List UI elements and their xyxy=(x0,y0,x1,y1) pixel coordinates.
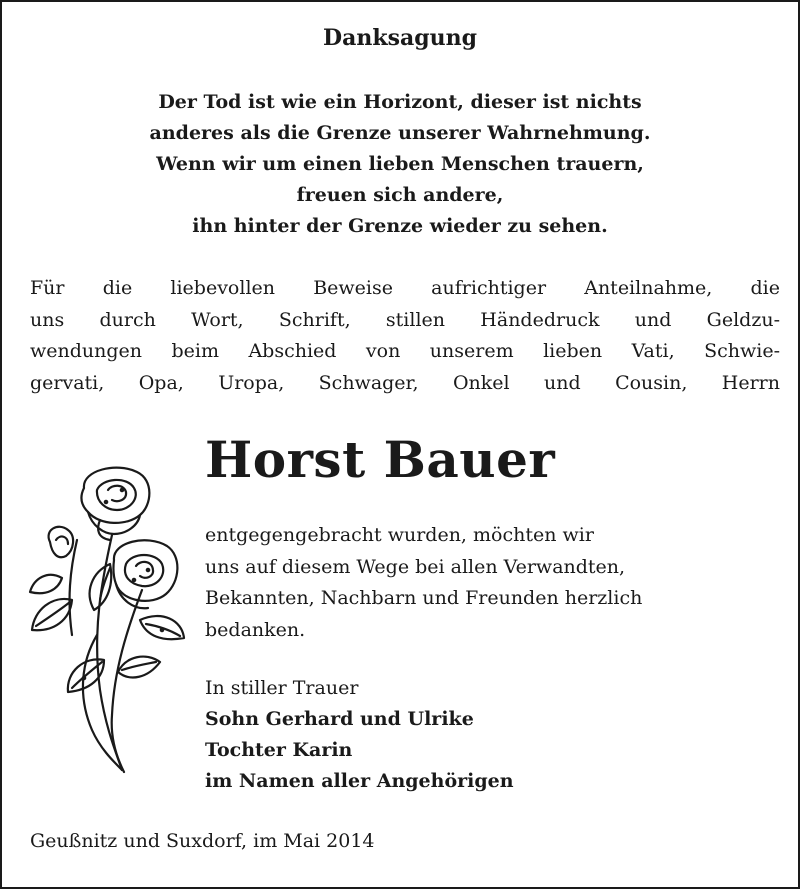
intro-line: Für die liebevollen Beweise aufrichtiger Anteilnahme, die xyxy=(30,277,780,299)
intro-line: wendungen beim Abschied von unserem lieben Vati, Schwie- xyxy=(30,340,780,362)
poem-line: anderes als die Grenze unserer Wahrnehmung. xyxy=(149,122,651,144)
place-date: Geußnitz und Suxdorf, im Mai 2014 xyxy=(30,830,375,852)
poem-line: Der Tod ist wie ein Horizont, dieser ist nichts xyxy=(158,91,642,113)
thanks-line: uns auf diesem Wege bei allen Verwandten, xyxy=(205,555,626,578)
poem-line: Wenn wir um einen lieben Menschen trauern, xyxy=(156,153,644,175)
notice-heading: Danksagung xyxy=(323,25,477,51)
deceased-name: Horst Bauer xyxy=(205,430,556,489)
poem-line: freuen sich andere, xyxy=(296,184,504,206)
thanks-line: Bekannten, Nachbarn und Freunden herzlich xyxy=(205,587,643,609)
poem-line: ihn hinter der Grenze wieder zu sehen. xyxy=(192,215,608,237)
intro-paragraph xyxy=(30,273,780,399)
thanks-paragraph xyxy=(205,520,775,646)
signature-block xyxy=(205,673,765,797)
signatory-line: Tochter Karin xyxy=(205,739,353,761)
poem-quote xyxy=(0,87,800,242)
intro-line: uns durch Wort, Schrift, stillen Händedruck und Geldzu- xyxy=(30,308,780,331)
signatory-line: Sohn Gerhard und Ulrike xyxy=(205,708,474,730)
thanks-line: bedanken. xyxy=(205,618,306,641)
thanks-line: entgegengebracht wurden, möchten wir xyxy=(205,524,594,546)
rose-icon xyxy=(22,460,197,780)
intro-line: gervati, Opa, Uropa, Schwager, Onkel und Cousin, Herrn xyxy=(30,371,780,394)
signatory-line: im Namen aller Angehörigen xyxy=(205,770,514,792)
mourning-label: In stiller Trauer xyxy=(205,677,359,699)
